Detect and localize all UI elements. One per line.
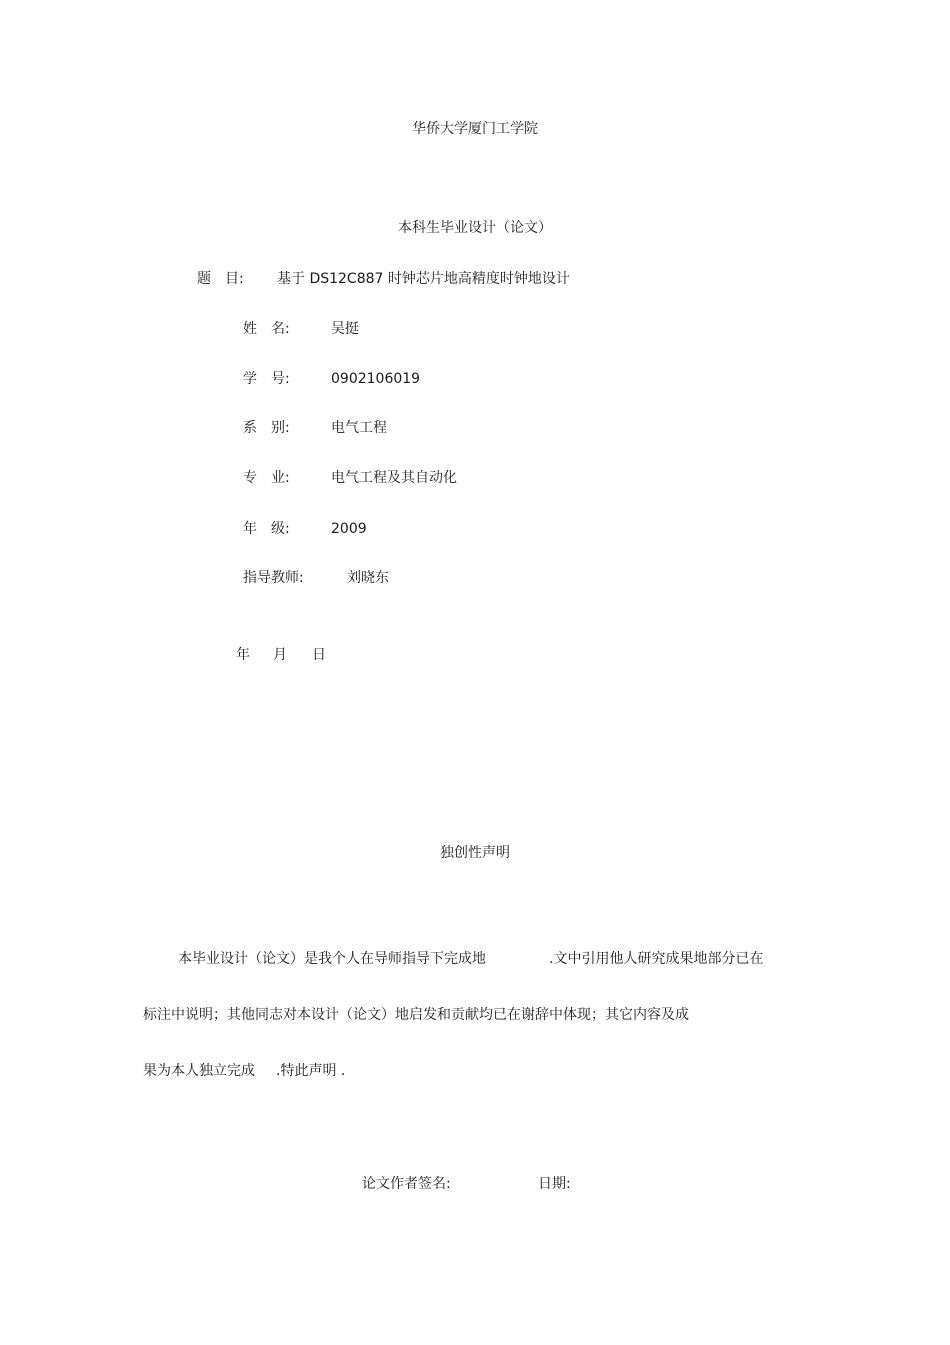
student-id-value: 0902106019 <box>331 371 421 387</box>
date-year: 年 <box>236 647 250 663</box>
declaration-line-2: 标注中说明；其他同志对本设计（论文）地启发和贡献均已在谢辞中体现；其它内容及成 <box>143 1007 689 1023</box>
declaration-line-1a: 本毕业设计（论文）是我个人在导师指导下完成地 <box>178 951 486 967</box>
declaration-line-3b: .特此声明 . <box>276 1063 346 1079</box>
author-signature-label: 论文作者签名: <box>362 1176 451 1192</box>
grade-label: 年 级: <box>243 521 290 537</box>
declaration-line-3a: 果为本人独立完成 <box>143 1063 255 1079</box>
name-value: 吴挺 <box>331 321 359 337</box>
major-value: 电气工程及其自动化 <box>331 470 457 486</box>
date-day: 日 <box>312 647 326 663</box>
title-value: 基于 DS12C887 时钟芯片地高精度时钟地设计 <box>277 271 570 287</box>
department-value: 电气工程 <box>331 420 387 436</box>
title-label: 题 目: <box>197 271 244 287</box>
declaration-heading: 独创性声明 <box>440 845 510 861</box>
university-name: 华侨大学厦门工学院 <box>412 121 538 137</box>
advisor-value: 刘晓东 <box>347 570 389 586</box>
document-type: 本科生毕业设计（论文） <box>398 220 552 236</box>
advisor-label: 指导教师: <box>243 570 304 586</box>
student-id-label: 学 号: <box>243 371 290 387</box>
grade-value: 2009 <box>331 521 367 537</box>
date-month: 月 <box>273 647 287 663</box>
major-label: 专 业: <box>243 470 290 486</box>
department-label: 系 别: <box>243 420 290 436</box>
name-label: 姓 名: <box>243 321 290 337</box>
signature-date-label: 日期: <box>538 1176 571 1192</box>
declaration-line-1b: .文中引用他人研究成果地部分已在 <box>549 951 764 967</box>
